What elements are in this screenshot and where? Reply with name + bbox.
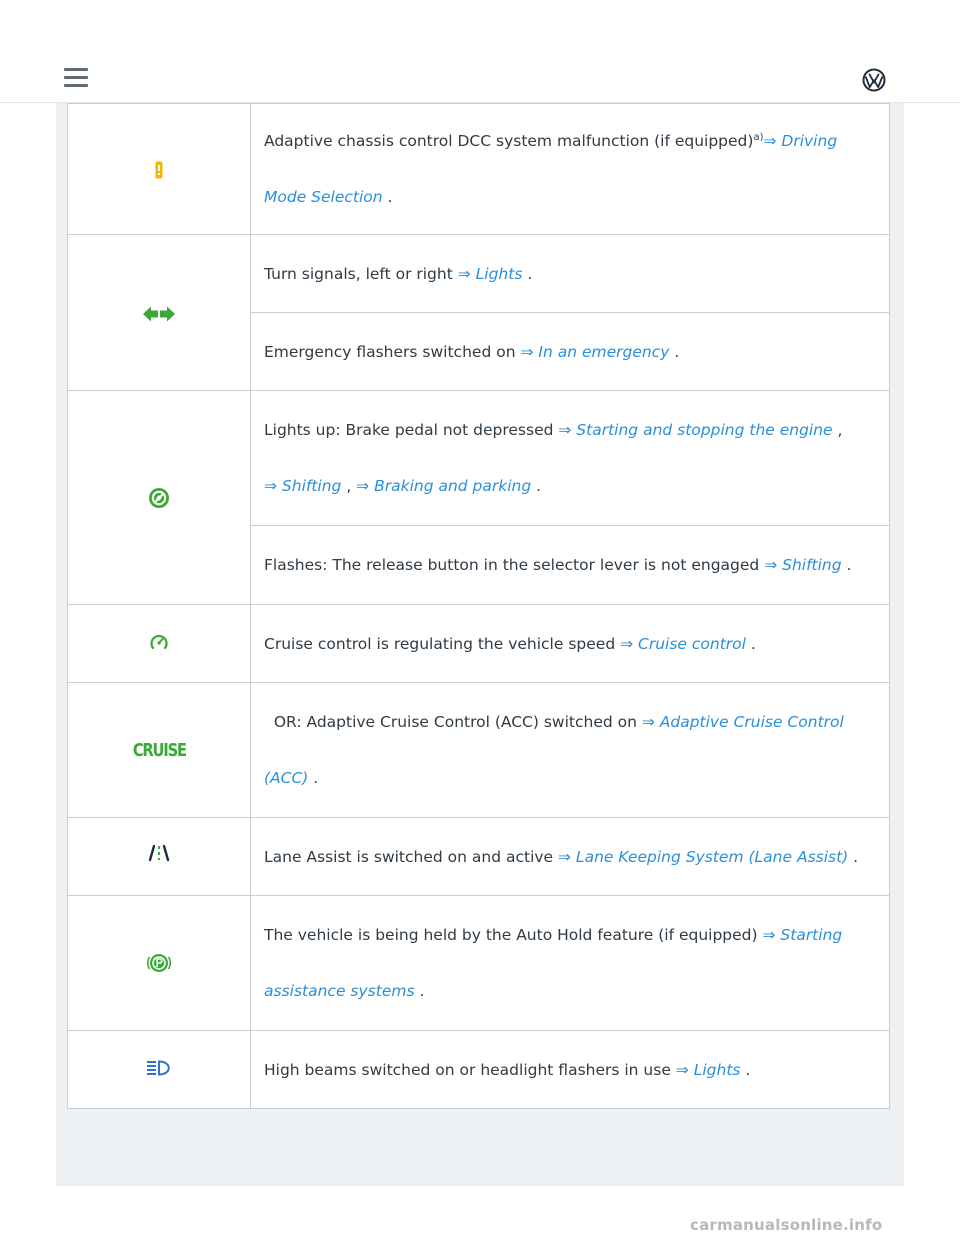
high-beam-icon: [145, 1060, 173, 1076]
punctuation: ,: [341, 477, 357, 495]
description-cell: [251, 313, 890, 391]
link-lights[interactable]: ⇒ Lights: [675, 1060, 741, 1079]
description-text: The vehicle is being held by the Auto Hold feature (if equipped): [264, 926, 763, 944]
table-row: [68, 818, 890, 896]
punctuation: .: [522, 264, 533, 283]
description-line: [264, 1042, 877, 1098]
footnote-marker: a): [753, 131, 764, 143]
description-line: [264, 907, 877, 963]
lane-assist-icon: [144, 844, 174, 862]
description-line: [264, 402, 877, 458]
description-line: [264, 616, 877, 672]
table-row: [68, 683, 890, 818]
punctuation: .: [308, 769, 319, 787]
link-starting-assistance-systems-cont[interactable]: assistance systems: [264, 982, 415, 1000]
auto-hold-icon: [147, 953, 171, 973]
link-starting-and-stopping-the-engine[interactable]: ⇒ Starting and stopping the engine: [558, 421, 833, 439]
icon-cell: [68, 683, 251, 818]
description-line: [264, 324, 877, 380]
cruise-indicator-label: CRUISE: [132, 739, 186, 761]
link-shifting[interactable]: ⇒ Shifting: [764, 556, 842, 574]
description-cell: [251, 1031, 890, 1109]
watermark: carmanualsonline.info: [690, 1216, 883, 1234]
description-cell: [251, 391, 890, 526]
description-line: [264, 963, 877, 1019]
punctuation: .: [414, 982, 425, 1000]
link-driving-mode-selection-cont[interactable]: Mode Selection: [264, 188, 383, 206]
link-braking-and-parking[interactable]: ⇒ Braking and parking: [356, 477, 532, 495]
hamburger-menu-icon[interactable]: [64, 68, 88, 90]
icon-cell: [68, 896, 251, 1031]
table-row: [68, 605, 890, 683]
description-text: Cruise control is regulating the vehicle speed: [264, 634, 621, 653]
link-lane-keeping-system[interactable]: ⇒ Lane Keeping System (Lane Assist): [558, 847, 849, 866]
dcc-malfunction-icon: [154, 161, 164, 179]
table-row: [68, 391, 890, 526]
punctuation: .: [531, 477, 542, 495]
table-row: [68, 1031, 890, 1109]
description-line: [264, 246, 877, 302]
description-cell: [251, 683, 890, 818]
description-line: [264, 829, 877, 885]
turn-signals-icon: [143, 306, 175, 322]
table-row: [68, 896, 890, 1031]
punctuation: .: [848, 847, 859, 866]
link-cruise-control[interactable]: ⇒ Cruise control: [620, 634, 746, 653]
link-adaptive-cruise-control-cont[interactable]: (ACC): [264, 769, 309, 787]
description-line: [264, 169, 877, 225]
description-text: Adaptive chassis control DCC system malfunction (if equipped): [264, 132, 754, 150]
icon-cell: [68, 104, 251, 235]
description-line: [264, 113, 877, 169]
punctuation: .: [745, 634, 756, 653]
vw-logo-icon[interactable]: [862, 68, 886, 92]
description-text: Turn signals, left or right: [264, 264, 458, 283]
brake-pedal-icon: [148, 487, 170, 509]
description-cell: [251, 605, 890, 683]
link-adaptive-cruise-control[interactable]: ⇒ Adaptive Cruise Control: [641, 713, 844, 731]
description-text: Emergency flashers switched on: [264, 342, 521, 361]
punctuation: .: [740, 1060, 751, 1079]
table-row: [68, 104, 890, 235]
content-area: [56, 103, 904, 1186]
icon-cell: [68, 818, 251, 896]
description-line: [264, 537, 877, 593]
link-lights[interactable]: ⇒ Lights: [457, 264, 523, 283]
link-starting-assistance-systems[interactable]: ⇒ Starting: [762, 926, 843, 944]
icon-cell: [68, 391, 251, 605]
description-text: Lane Assist is switched on and active: [264, 847, 559, 866]
punctuation: .: [841, 556, 852, 574]
description-text: High beams switched on or headlight flashers in use: [264, 1060, 676, 1079]
link-shifting[interactable]: ⇒ Shifting: [264, 477, 342, 495]
description-cell: [251, 104, 890, 235]
description-cell: [251, 818, 890, 896]
cruise-control-speedometer-icon: [150, 634, 168, 650]
description-line: [264, 750, 877, 806]
punctuation: .: [382, 188, 393, 206]
description-cell: [251, 896, 890, 1031]
link-in-an-emergency[interactable]: ⇒ In an emergency: [520, 342, 670, 361]
description-line: [264, 458, 877, 514]
description-cell: [251, 526, 890, 605]
punctuation: ,: [832, 421, 843, 439]
top-bar: [0, 0, 960, 103]
icon-cell: [68, 235, 251, 391]
icon-cell: [68, 1031, 251, 1109]
punctuation: .: [669, 342, 680, 361]
table-row: [68, 235, 890, 313]
description-cell: [251, 235, 890, 313]
icon-cell: [68, 605, 251, 683]
description-text: Flashes: The release button in the selector lever is not engaged: [264, 556, 765, 574]
description-line: [264, 694, 877, 750]
description-text: Lights up: Brake pedal not depressed: [264, 421, 559, 439]
warning-lights-table: [67, 103, 890, 1109]
link-driving-mode-selection[interactable]: ⇒ Driving: [763, 132, 838, 150]
description-text: OR: Adaptive Cruise Control (ACC) switched on: [264, 713, 642, 731]
